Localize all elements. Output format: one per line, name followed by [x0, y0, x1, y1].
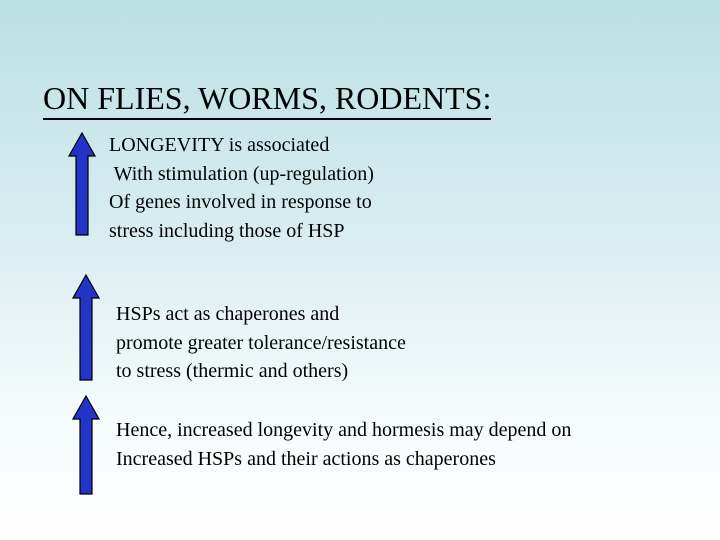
text-line: Increased HSPs and their actions as chaperones — [116, 447, 496, 470]
text-block-hence — [116, 416, 571, 473]
up-arrow-icon — [72, 395, 100, 495]
text-block-longevity — [109, 131, 374, 246]
text-line: HSPs act as chaperones and — [116, 303, 340, 325]
text-block-hsps — [116, 300, 406, 386]
text-line: With stimulation (up-regulation) — [109, 162, 374, 185]
text-line: Of genes involved in response to — [109, 191, 372, 214]
text-line: promote greater tolerance/resistance — [116, 331, 406, 354]
text-line: Hence, increased longevity and hormesis may depend on — [116, 419, 572, 441]
text-line: LONGEVITY is associated — [109, 134, 330, 156]
slide-title: ON FLIES, WORMS, RODENTS: — [43, 78, 491, 120]
up-arrow-icon — [72, 274, 100, 381]
text-line: to stress (thermic and others) — [116, 360, 349, 383]
text-line: stress including those of HSP — [109, 220, 345, 243]
up-arrow-icon — [68, 132, 96, 236]
